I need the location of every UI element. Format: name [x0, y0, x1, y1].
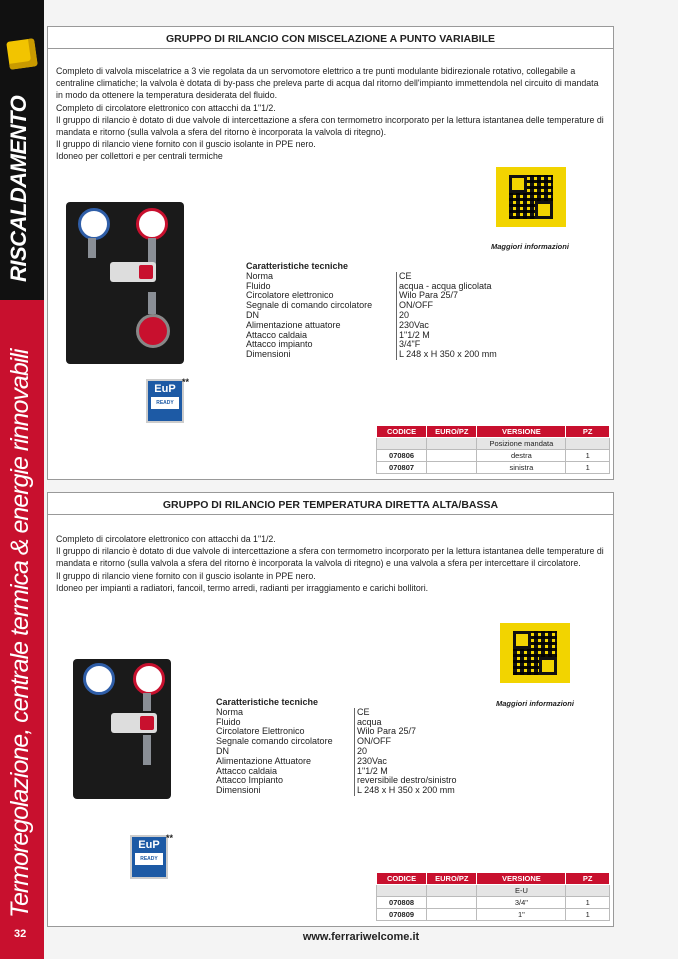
spec-key: Fluido — [216, 716, 241, 727]
table-subheader: Posizione mandata — [477, 438, 566, 450]
pump-cap — [140, 716, 154, 730]
table-cell — [427, 885, 477, 897]
spec-key: Dimensioni — [216, 785, 261, 796]
product-code: 070809 — [377, 909, 427, 921]
spec-row — [246, 301, 497, 311]
spec-key: Norma — [246, 270, 274, 281]
spec-key: Circolatore elettronico — [246, 290, 334, 301]
title-divider — [48, 514, 613, 515]
table-subheader: E-U — [477, 885, 566, 897]
column-header: CODICE — [377, 873, 427, 885]
column-header: PZ — [566, 873, 610, 885]
price-cell — [427, 462, 477, 474]
product-title: GRUPPO DI RILANCIO PER TEMPERATURA DIRETTA ALTA/BASSA — [162, 499, 499, 511]
eup-label: EuP — [138, 839, 160, 851]
category-cube-icon — [6, 38, 38, 70]
version-cell: destra — [477, 450, 566, 462]
product-code: 070806 — [377, 450, 427, 462]
column-header: VERSIONE — [477, 426, 566, 438]
spec-value: L 248 x H 350 x 200 mm — [354, 786, 455, 796]
product-title: GRUPPO DI RILANCIO CON MISCELAZIONE A PUNTO VARIABILE — [165, 33, 495, 45]
spec-value: CE — [396, 272, 412, 282]
table-row — [377, 462, 610, 474]
eup-ready-badge — [146, 379, 184, 423]
more-info-link[interactable]: Maggiori informazioni — [496, 699, 574, 708]
spec-key: Attacco Impianto — [216, 775, 284, 786]
spec-key: DN — [246, 309, 259, 320]
specs-title: Caratteristiche tecniche — [216, 697, 319, 707]
product-code: 070807 — [377, 462, 427, 474]
description-paragraph: Il gruppo di rilancio viene fornito con il guscio isolante in PPE nero. — [56, 139, 316, 150]
eup-ready-badge — [130, 835, 168, 879]
spec-value: CE — [354, 708, 370, 718]
eup-footnote-mark: ** — [182, 377, 190, 387]
spec-value: ON/OFF — [396, 301, 433, 311]
spec-row — [246, 350, 497, 360]
product-section-2 — [47, 492, 614, 927]
specs-title: Caratteristiche tecniche — [246, 261, 349, 271]
spec-value: ON/OFF — [354, 737, 391, 747]
qr-pattern — [513, 631, 557, 675]
eup-label: EuP — [154, 383, 176, 395]
spec-value: Wilo Para 25/7 — [396, 291, 458, 301]
spec-key: Segnale comando circolatore — [216, 736, 333, 747]
eup-footnote-mark: ** — [166, 833, 174, 843]
price-cell — [427, 897, 477, 909]
description-paragraph: Completo di valvola miscelatrice a 3 vie regolata da un servomotore elettrico a tre punti modulante bidirezionale rotativo, collegabile a centraline climatiche; la valvola è dotata di by-pass che preleva parte di acqua dal ritorno dell'impianto immettendola nel circuito di mandata in modo da ottenere la temperatura desiderata del fluido. — [56, 66, 599, 101]
product-description — [56, 65, 605, 163]
spec-key: Alimentazione Attuatore — [216, 755, 312, 766]
spec-key: DN — [216, 745, 229, 756]
description-paragraph: Il gruppo di rilancio viene fornito con il guscio isolante in PPE nero. — [56, 570, 316, 581]
spec-key: Attacco caldaia — [246, 329, 308, 340]
thermometer-blue — [78, 208, 110, 240]
eup-ready-label: READY — [135, 853, 163, 865]
product-image — [73, 659, 171, 799]
technical-specs — [216, 698, 457, 796]
column-header: VERSIONE — [477, 873, 566, 885]
circulator-pump — [110, 262, 156, 282]
thermometer-red — [136, 208, 168, 240]
table-header-row — [377, 873, 610, 885]
spec-key: Segnale di comando circolatore — [246, 300, 373, 311]
mixing-valve-actuator — [136, 314, 170, 348]
pipe — [88, 238, 96, 258]
qr-code[interactable] — [496, 167, 566, 227]
product-code-table — [376, 872, 610, 921]
table-cell — [566, 885, 610, 897]
spec-value: L 248 x H 350 x 200 mm — [396, 350, 497, 360]
description-paragraph: Il gruppo di rilancio è dotato di due valvole di intercettazione a sfera con termometro incorporato per la lettura istantanea delle temperature di mandata e ritorno (sulla valvola a sfera del ritorno è incorporata la valvola di ritegno) e una valvola a sfera per intercettare il circolatore. — [56, 546, 604, 569]
column-header: PZ — [566, 426, 610, 438]
spec-key: Alimentazione attuatore — [246, 319, 341, 330]
pipe — [148, 292, 156, 314]
description-paragraph: Completo di circolatore elettronico con attacchi da 1"1/2. — [56, 534, 276, 544]
spec-key: Attacco caldaia — [216, 765, 278, 776]
price-cell — [427, 909, 477, 921]
footer-website-link[interactable]: www.ferrariwelcome.it — [302, 931, 420, 943]
product-section-1 — [47, 26, 614, 480]
spec-value: 20 — [354, 747, 367, 757]
product-code-table — [376, 425, 610, 474]
spec-value: 3/4"F — [396, 340, 420, 350]
spec-value: 230Vac — [396, 321, 429, 331]
spec-value: 1"1/2 M — [354, 767, 388, 777]
spec-value: 1"1/2 M — [396, 331, 430, 341]
table-subheader-row — [377, 885, 610, 897]
product-description — [56, 533, 605, 594]
product-image — [66, 202, 184, 364]
circulator-pump — [111, 713, 157, 733]
page-number: 32 — [14, 928, 27, 940]
pump-cap — [139, 265, 153, 279]
table-cell — [377, 885, 427, 897]
table-row — [377, 897, 610, 909]
spec-row — [216, 737, 457, 747]
product-code: 070808 — [377, 897, 427, 909]
qr-pattern — [509, 175, 553, 219]
table-subheader-row — [377, 438, 610, 450]
price-cell — [427, 450, 477, 462]
thermometer-blue — [83, 663, 115, 695]
title-divider — [48, 48, 613, 49]
pipe — [143, 693, 151, 711]
description-paragraph: Idoneo per collettori e per centrali termiche — [56, 151, 223, 162]
spec-key: Dimensioni — [246, 349, 291, 360]
pipe — [143, 735, 151, 765]
pz-cell: 1 — [566, 462, 610, 474]
spec-key: Norma — [216, 706, 244, 717]
category-subtitle: Termoregolazione, centrale termica & energie rinnovabili — [6, 349, 34, 918]
spec-value: acqua - acqua glicolata — [396, 282, 492, 292]
table-cell — [427, 438, 477, 450]
spec-row — [216, 786, 457, 796]
column-header: CODICE — [377, 426, 427, 438]
spec-key: Circolatore Elettronico — [216, 726, 305, 737]
description-paragraph: Idoneo per impianti a radiatori, fancoil, termo arredi, radianti per irraggiamento e carichi bollitori. — [56, 582, 429, 593]
spec-value: 230Vac — [354, 757, 387, 767]
spec-value: reversibile destro/sinistro — [354, 776, 457, 786]
description-paragraph: Completo di circolatore elettronico con attacchi da 1"1/2. — [56, 102, 276, 113]
description-paragraph: Il gruppo di rilancio è dotato di due valvole di intercettazione a sfera con termometro incorporato per la lettura istantanea delle temperature di mandata e ritorno (sulla valvola a sfera del ritorno è incorporata la valvola di ritegno). — [56, 114, 604, 138]
spec-key: Fluido — [246, 280, 271, 291]
spec-row — [216, 708, 457, 718]
column-header: EURO/PZ — [427, 873, 477, 885]
technical-specs — [246, 262, 497, 360]
table-row — [377, 450, 610, 462]
eup-ready-label: READY — [151, 397, 179, 409]
spec-value: acqua — [354, 718, 382, 728]
version-cell: 1" — [477, 909, 566, 921]
spec-key: Attacco impianto — [246, 339, 313, 350]
version-cell: 3/4" — [477, 897, 566, 909]
qr-code[interactable] — [500, 623, 570, 683]
column-header: EURO/PZ — [427, 426, 477, 438]
pz-cell: 1 — [566, 450, 610, 462]
spec-value: Wilo Para 25/7 — [354, 727, 416, 737]
sidebar — [0, 0, 44, 959]
pz-cell: 1 — [566, 897, 610, 909]
table-cell — [566, 438, 610, 450]
category-title: RISCALDAMENTO — [6, 95, 31, 282]
thermometer-red — [133, 663, 165, 695]
table-row — [377, 909, 610, 921]
table-cell — [377, 438, 427, 450]
version-cell: sinistra — [477, 462, 566, 474]
more-info-link[interactable]: Maggiori informazioni — [491, 242, 569, 251]
table-header-row — [377, 426, 610, 438]
spec-value: 20 — [396, 311, 409, 321]
pz-cell: 1 — [566, 909, 610, 921]
